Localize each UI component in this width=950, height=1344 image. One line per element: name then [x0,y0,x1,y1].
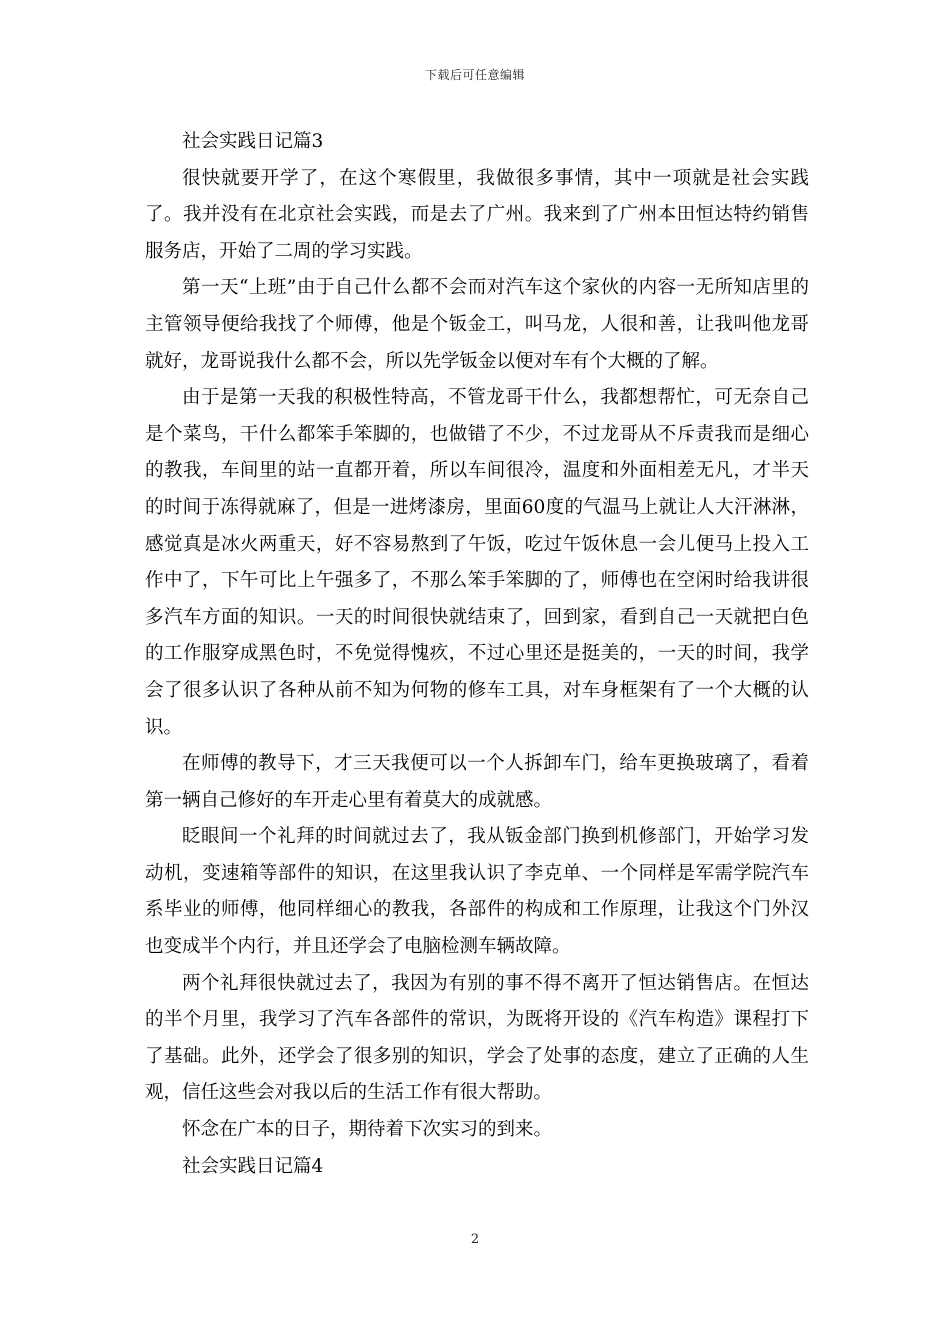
paragraph: 在师傅的教导下，才三天我便可以一个人拆卸车门，给车更换玻璃了，看着第一辆自己修好的车开走心里有着莫大的成就感。 [145,753,809,811]
page-header: 下载后可任意编辑 [424,68,525,82]
paragraph: 很快就要开学了，在这个寒假里，我做很多事情，其中一项就是社会实践了。我并没有在北京社会实践，而是去了广州。我来到了广州本田恒达特约销售服务店，开始了二周的学习实践。 [145,167,809,262]
page-number: 2 [470,1232,480,1247]
document-body [145,124,809,1185]
paragraph: 第一天“上班”由于自己什么都不会而对汽车这个家伙的内容一无所知店里的主管领导便给我找了个师傅，他是个钣金工，叫马龙，人很和善，让我叫他龙哥就好，龙哥说我什么都不会，所以先学钣金以便对车有个大概的了解。 [145,277,809,372]
paragraph: 眨眼间一个礼拜的时间就过去了，我从钣金部门换到机修部门，开始学习发动机，变速箱等部件的知识，在这里我认识了李克单、一个同样是军需学院汽车系毕业的师傅，他同样细心的教我，各部件的构成和工作原理，让我这个门外汉也变成半个内行，并且还学会了电脑检测车辆故障。 [145,826,809,958]
paragraph: 两个礼拜很快就过去了，我因为有别的事不得不离开了恒达销售店。在恒达的半个月里，我学习了汽车各部件的常识，为既将开设的《汽车构造》课程打下了基础。此外，还学会了很多别的知识，学会了处事的态度，建立了正确的人生观，信任这些会对我以后的生活工作有很大帮助。 [145,972,809,1104]
section-heading: 社会实践日记篇4 [182,1155,324,1177]
paragraph: 由于是第一天我的积极性特高，不管龙哥干什么，我都想帮忙，可无奈自己是个菜鸟，干什么都笨手笨脚的，也做错了不少，不过龙哥从不斥责我而是细心的教我，车间里的站一直都开着，所以车间很冷，温度和外面相差无凡，才半天的时间于冻得就麻了，但是一进烤漆房，里面60度的气温马上就让人大汗淋淋，感觉真是冰火两重天，好不容易熬到了午饭，吃过午饭休息一会儿便马上投入工作中了，下午可比上午强多了，不那么笨手笨脚的了，师傅也在空闲时给我讲很多汽车方面的知识。一天的时间很快就结束了，回到家，看到自己一天就把白色的工作服穿成黑色时，不免觉得愧疚，不过心里还是挺美的，一天的时间，我学会了很多认识了各种从前不知为何物的修车工具，对车身框架有了一个大概的认识。 [145,387,809,738]
paragraph: 怀念在广本的日子，期待着下次实习的到来。 [182,1119,553,1141]
section-heading: 社会实践日记篇3 [182,131,324,152]
